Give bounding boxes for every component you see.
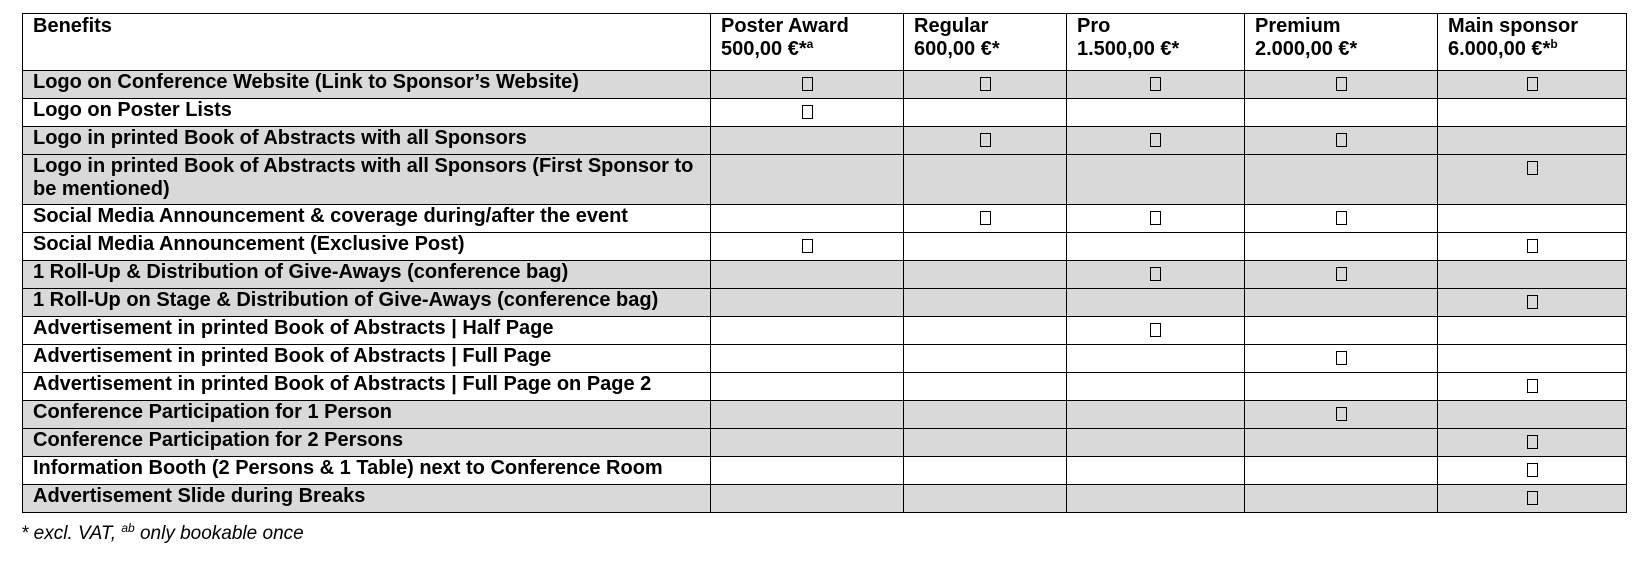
benefit-cell bbox=[1067, 345, 1245, 373]
benefit-cell bbox=[904, 99, 1067, 127]
checkbox-icon bbox=[1527, 463, 1538, 477]
benefit-cell bbox=[711, 457, 904, 485]
benefit-cell bbox=[711, 373, 904, 401]
benefit-cell bbox=[1245, 373, 1438, 401]
package-name: Premium bbox=[1255, 15, 1341, 37]
benefit-label: Conference Participation for 2 Persons bbox=[23, 429, 711, 457]
benefit-cell bbox=[904, 317, 1067, 345]
footnote-sup: ab bbox=[121, 521, 135, 535]
benefit-cell bbox=[1067, 457, 1245, 485]
benefit-cell bbox=[1245, 457, 1438, 485]
checkbox-icon bbox=[1336, 407, 1347, 421]
benefit-label: Logo on Poster Lists bbox=[23, 99, 711, 127]
benefit-cell bbox=[1067, 261, 1245, 289]
benefit-cell bbox=[1438, 373, 1627, 401]
benefit-row bbox=[23, 233, 1627, 261]
benefit-cell bbox=[1438, 99, 1627, 127]
package-name: Pro bbox=[1077, 15, 1111, 37]
benefit-cell bbox=[1067, 155, 1245, 205]
benefit-cell bbox=[1245, 127, 1438, 155]
benefit-cell bbox=[1245, 205, 1438, 233]
benefit-cell bbox=[904, 457, 1067, 485]
benefit-row bbox=[23, 99, 1627, 127]
benefit-cell bbox=[711, 127, 904, 155]
benefit-row bbox=[23, 401, 1627, 429]
header-row bbox=[23, 14, 1627, 71]
benefit-cell bbox=[1245, 345, 1438, 373]
benefit-cell bbox=[1067, 233, 1245, 261]
benefit-cell bbox=[1438, 71, 1627, 99]
benefit-label: Logo in printed Book of Abstracts with all Sponsors (First Sponsor to be mentioned) bbox=[23, 155, 711, 205]
benefit-rows bbox=[23, 71, 1627, 513]
checkbox-icon bbox=[980, 77, 991, 91]
benefit-cell bbox=[1067, 205, 1245, 233]
benefit-cell bbox=[1438, 401, 1627, 429]
benefit-cell bbox=[904, 289, 1067, 317]
checkbox-icon bbox=[1527, 239, 1538, 253]
benefit-row bbox=[23, 317, 1627, 345]
package-price: 600,00 €* bbox=[914, 38, 1000, 60]
benefit-cell bbox=[1438, 127, 1627, 155]
checkbox-icon bbox=[1150, 267, 1161, 281]
benefit-label: Information Booth (2 Persons & 1 Table) next to Conference Room bbox=[23, 457, 711, 485]
benefit-cell bbox=[904, 233, 1067, 261]
sponsorship-table-container bbox=[22, 13, 1627, 513]
benefit-label: Logo in printed Book of Abstracts with all Sponsors bbox=[23, 127, 711, 155]
benefit-cell bbox=[1438, 289, 1627, 317]
footnote-prefix: * excl. VAT, bbox=[21, 523, 122, 544]
benefit-cell bbox=[1245, 233, 1438, 261]
price-footnote-mark: b bbox=[1550, 37, 1558, 51]
benefit-cell bbox=[711, 317, 904, 345]
package-price: 1.500,00 €* bbox=[1077, 38, 1180, 60]
checkbox-icon bbox=[1150, 133, 1161, 147]
checkbox-icon bbox=[1527, 491, 1538, 505]
checkbox-icon bbox=[1527, 379, 1538, 393]
sponsorship-benefits-table bbox=[22, 13, 1627, 513]
checkbox-icon bbox=[1150, 77, 1161, 91]
benefit-cell bbox=[904, 261, 1067, 289]
benefit-cell bbox=[1438, 457, 1627, 485]
benefit-cell bbox=[1067, 429, 1245, 457]
benefit-row bbox=[23, 373, 1627, 401]
checkbox-icon bbox=[802, 239, 813, 253]
benefit-cell bbox=[1438, 233, 1627, 261]
package-price: 2.000,00 €* bbox=[1255, 38, 1358, 60]
benefit-cell bbox=[1245, 155, 1438, 205]
checkbox-icon bbox=[1336, 133, 1347, 147]
price-footnote-mark: a bbox=[806, 37, 814, 51]
benefit-label: Logo on Conference Website (Link to Sponsor’s Website) bbox=[23, 71, 711, 99]
benefit-cell bbox=[711, 289, 904, 317]
checkbox-icon bbox=[1150, 323, 1161, 337]
benefit-cell bbox=[904, 127, 1067, 155]
benefit-cell bbox=[711, 155, 904, 205]
package-header-main-sponsor bbox=[1438, 14, 1627, 71]
benefit-label: Conference Participation for 1 Person bbox=[23, 401, 711, 429]
benefit-label: Advertisement in printed Book of Abstracts | Half Page bbox=[23, 317, 711, 345]
benefit-row bbox=[23, 289, 1627, 317]
benefit-cell bbox=[711, 429, 904, 457]
benefit-row bbox=[23, 457, 1627, 485]
benefit-cell bbox=[1245, 71, 1438, 99]
benefit-label: Social Media Announcement (Exclusive Post) bbox=[23, 233, 711, 261]
benefit-label: 1 Roll-Up & Distribution of Give-Aways (conference bag) bbox=[23, 261, 711, 289]
benefit-cell bbox=[711, 99, 904, 127]
benefit-cell bbox=[1438, 345, 1627, 373]
benefit-cell bbox=[711, 345, 904, 373]
benefit-cell bbox=[1438, 155, 1627, 205]
benefit-cell bbox=[904, 401, 1067, 429]
benefits-header: Benefits bbox=[23, 14, 711, 71]
benefit-cell bbox=[1245, 429, 1438, 457]
benefit-cell bbox=[1067, 127, 1245, 155]
package-header-poster-award bbox=[711, 14, 904, 71]
checkbox-icon bbox=[980, 211, 991, 225]
benefit-row bbox=[23, 485, 1627, 513]
benefit-cell bbox=[1067, 485, 1245, 513]
benefit-cell bbox=[904, 373, 1067, 401]
benefit-row bbox=[23, 127, 1627, 155]
benefit-cell bbox=[1245, 401, 1438, 429]
package-header-pro bbox=[1067, 14, 1245, 71]
benefit-label: Advertisement in printed Book of Abstracts | Full Page on Page 2 bbox=[23, 373, 711, 401]
checkbox-icon bbox=[802, 77, 813, 91]
benefit-cell bbox=[1067, 373, 1245, 401]
checkbox-icon bbox=[1527, 295, 1538, 309]
footnote-suffix: only bookable once bbox=[134, 523, 304, 544]
checkbox-icon bbox=[1527, 77, 1538, 91]
benefit-cell bbox=[1067, 401, 1245, 429]
benefit-cell bbox=[1067, 71, 1245, 99]
checkbox-icon bbox=[1336, 351, 1347, 365]
package-price: 6.000,00 €*$^b$ bbox=[1448, 37, 1558, 60]
benefit-cell bbox=[1067, 289, 1245, 317]
benefit-cell bbox=[711, 205, 904, 233]
benefit-label: Advertisement Slide during Breaks bbox=[23, 485, 711, 513]
package-name: Main sponsor bbox=[1448, 15, 1579, 37]
benefit-cell bbox=[711, 261, 904, 289]
checkbox-icon bbox=[1527, 161, 1538, 175]
benefit-cell bbox=[1438, 261, 1627, 289]
checkbox-icon bbox=[1150, 211, 1161, 225]
checkbox-icon bbox=[1336, 211, 1347, 225]
checkbox-icon bbox=[980, 133, 991, 147]
benefit-cell bbox=[711, 401, 904, 429]
benefit-cell bbox=[711, 233, 904, 261]
checkbox-icon bbox=[1336, 77, 1347, 91]
benefit-cell bbox=[1245, 99, 1438, 127]
benefit-cell bbox=[904, 71, 1067, 99]
benefit-cell bbox=[711, 485, 904, 513]
benefit-cell bbox=[904, 205, 1067, 233]
benefit-cell bbox=[1245, 261, 1438, 289]
benefit-cell bbox=[1438, 205, 1627, 233]
benefit-row bbox=[23, 429, 1627, 457]
checkbox-icon bbox=[1527, 435, 1538, 449]
package-name: Poster Award bbox=[721, 15, 849, 37]
benefit-row bbox=[23, 71, 1627, 99]
package-name: Regular bbox=[914, 15, 989, 37]
package-price: 500,00 €*$^a$ bbox=[721, 37, 814, 60]
benefit-row bbox=[23, 205, 1627, 233]
benefit-row bbox=[23, 155, 1627, 205]
checkbox-icon bbox=[1336, 267, 1347, 281]
benefit-row bbox=[23, 345, 1627, 373]
checkbox-icon bbox=[802, 105, 813, 119]
benefit-cell bbox=[1245, 317, 1438, 345]
benefit-cell bbox=[1438, 485, 1627, 513]
benefit-cell bbox=[1438, 317, 1627, 345]
benefit-label: Advertisement in printed Book of Abstracts | Full Page bbox=[23, 345, 711, 373]
footnote bbox=[21, 523, 304, 545]
benefit-cell bbox=[1067, 317, 1245, 345]
benefit-cell bbox=[1245, 289, 1438, 317]
benefit-label: 1 Roll-Up on Stage & Distribution of Give-Aways (conference bag) bbox=[23, 289, 711, 317]
benefit-cell bbox=[1438, 429, 1627, 457]
benefit-cell bbox=[1067, 99, 1245, 127]
package-header-premium bbox=[1245, 14, 1438, 71]
benefit-cell bbox=[904, 155, 1067, 205]
benefit-cell bbox=[904, 429, 1067, 457]
benefit-cell bbox=[904, 485, 1067, 513]
package-header-regular bbox=[904, 14, 1067, 71]
benefit-cell bbox=[1245, 485, 1438, 513]
benefit-row bbox=[23, 261, 1627, 289]
benefit-label: Social Media Announcement & coverage during/after the event bbox=[23, 205, 711, 233]
benefit-cell bbox=[904, 345, 1067, 373]
benefit-cell bbox=[711, 71, 904, 99]
